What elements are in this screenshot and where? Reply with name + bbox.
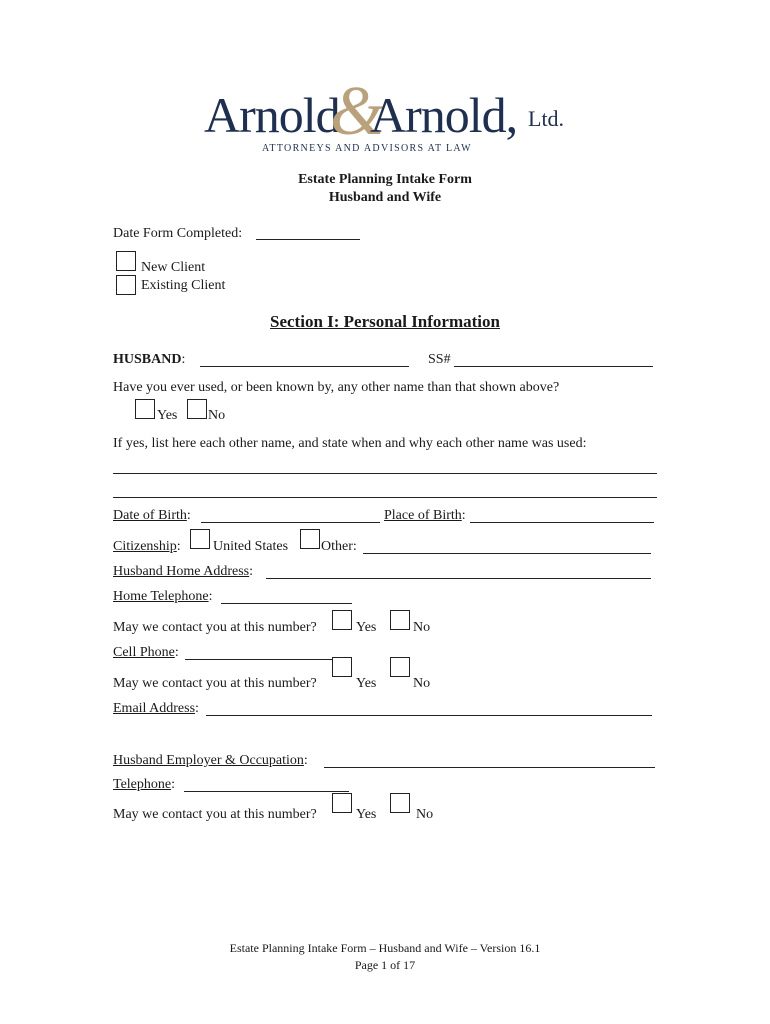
pob-colon: :	[461, 508, 466, 523]
citizenship-label: Citizenship	[113, 539, 177, 554]
existing-client-label: Existing Client	[141, 278, 226, 293]
employer-colon: :	[303, 753, 308, 768]
work-phone-label: Telephone	[113, 777, 172, 792]
date-completed-field[interactable]	[256, 239, 360, 240]
logo-word-left: Arnold	[204, 87, 340, 143]
email-label-row	[113, 701, 199, 717]
logo-suffix: Ltd.	[528, 106, 565, 131]
home-address-label: Husband Home Address	[113, 564, 250, 579]
work-contact-no-label: No	[416, 807, 434, 822]
new-client-label: New Client	[141, 260, 206, 275]
other-name-no-checkbox[interactable]	[187, 399, 207, 419]
cell-phone-label: Cell Phone	[113, 645, 175, 660]
home-phone-field[interactable]	[221, 603, 352, 604]
citizenship-other-field[interactable]	[363, 553, 651, 554]
other-name-instruction: If yes, list here each other name, and state when and why each other name was used:	[113, 436, 587, 451]
work-contact-yes-checkbox[interactable]	[332, 793, 352, 813]
date-completed-label: Date Form Completed:	[113, 226, 243, 241]
home-address-label-row	[113, 564, 253, 580]
home-phone-label: Home Telephone	[113, 589, 209, 604]
husband-colon: :	[181, 352, 186, 367]
other-name-line-1[interactable]	[113, 473, 657, 474]
footer-page-number: Page 1 of 17	[354, 958, 416, 972]
email-field[interactable]	[206, 715, 652, 716]
home-contact-question: May we contact you at this number?	[113, 620, 317, 635]
pob-field[interactable]	[470, 522, 654, 523]
work-contact-yes-label: Yes	[356, 807, 377, 822]
work-phone-colon: :	[171, 777, 175, 792]
existing-client-checkbox[interactable]	[116, 275, 136, 295]
cell-contact-yes-label: Yes	[356, 676, 377, 691]
home-phone-colon: :	[208, 589, 213, 604]
dob-field[interactable]	[201, 522, 380, 523]
dob-label-row	[113, 508, 191, 524]
cell-contact-question: May we contact you at this number?	[113, 676, 317, 691]
form-subtitle: Husband and Wife	[328, 190, 442, 205]
pob-label: Place of Birth	[384, 508, 462, 523]
husband-label: HUSBAND	[113, 352, 182, 367]
home-contact-yes-label: Yes	[356, 620, 377, 635]
husband-name-field[interactable]	[200, 366, 409, 367]
cell-contact-no-label: No	[413, 676, 431, 691]
home-contact-no-checkbox[interactable]	[390, 610, 410, 630]
other-name-no-label: No	[208, 408, 226, 423]
employer-label-row	[113, 753, 308, 769]
home-contact-no-label: No	[413, 620, 431, 635]
husband-label-row	[113, 352, 185, 368]
cell-phone-colon: :	[174, 645, 179, 660]
logo-tagline: ATTORNEYS AND ADVISORS AT LAW	[262, 143, 472, 154]
form-title: Estate Planning Intake Form	[298, 172, 472, 187]
work-phone-field[interactable]	[184, 791, 349, 792]
citizenship-other-checkbox[interactable]	[300, 529, 320, 549]
husband-ss-field[interactable]	[454, 366, 653, 367]
employer-field[interactable]	[324, 767, 655, 768]
home-address-field[interactable]	[266, 578, 651, 579]
other-name-yes-checkbox[interactable]	[135, 399, 155, 419]
email-label: Email Address	[113, 701, 196, 716]
pob-label-row	[384, 508, 466, 524]
citizenship-other-label: Other:	[321, 539, 357, 554]
logo-ampersand: &	[330, 73, 385, 150]
home-address-colon: :	[249, 564, 253, 579]
home-phone-label-row	[113, 589, 212, 605]
citizenship-colon: :	[176, 539, 181, 554]
dob-colon: :	[186, 508, 191, 523]
home-contact-yes-checkbox[interactable]	[332, 610, 352, 630]
other-name-line-2[interactable]	[113, 497, 657, 498]
dob-label: Date of Birth	[113, 508, 187, 523]
other-name-yes-label: Yes	[157, 408, 178, 423]
cell-contact-no-checkbox[interactable]	[390, 657, 410, 677]
work-phone-label-row	[113, 777, 175, 793]
email-colon: :	[195, 701, 199, 716]
firm-logo	[0, 72, 770, 162]
footer-version: Estate Planning Intake Form – Husband and Wife – Version 16.1	[229, 941, 541, 955]
citizenship-label-row	[113, 539, 181, 555]
section-title: Section I: Personal Information	[270, 312, 500, 331]
logo-word-right: Arnold,	[370, 87, 518, 143]
work-contact-question: May we contact you at this number?	[113, 807, 317, 822]
cell-phone-label-row	[113, 645, 179, 661]
employer-label: Husband Employer & Occupation	[113, 753, 304, 768]
ss-label: SS#	[428, 352, 451, 367]
other-name-question: Have you ever used, or been known by, any other name than that shown above?	[113, 380, 560, 395]
work-contact-no-checkbox[interactable]	[390, 793, 410, 813]
new-client-checkbox[interactable]	[116, 251, 136, 271]
citizenship-us-checkbox[interactable]	[190, 529, 210, 549]
cell-phone-field[interactable]	[185, 659, 332, 660]
citizenship-us-label: United States	[213, 539, 289, 554]
cell-contact-yes-checkbox[interactable]	[332, 657, 352, 677]
